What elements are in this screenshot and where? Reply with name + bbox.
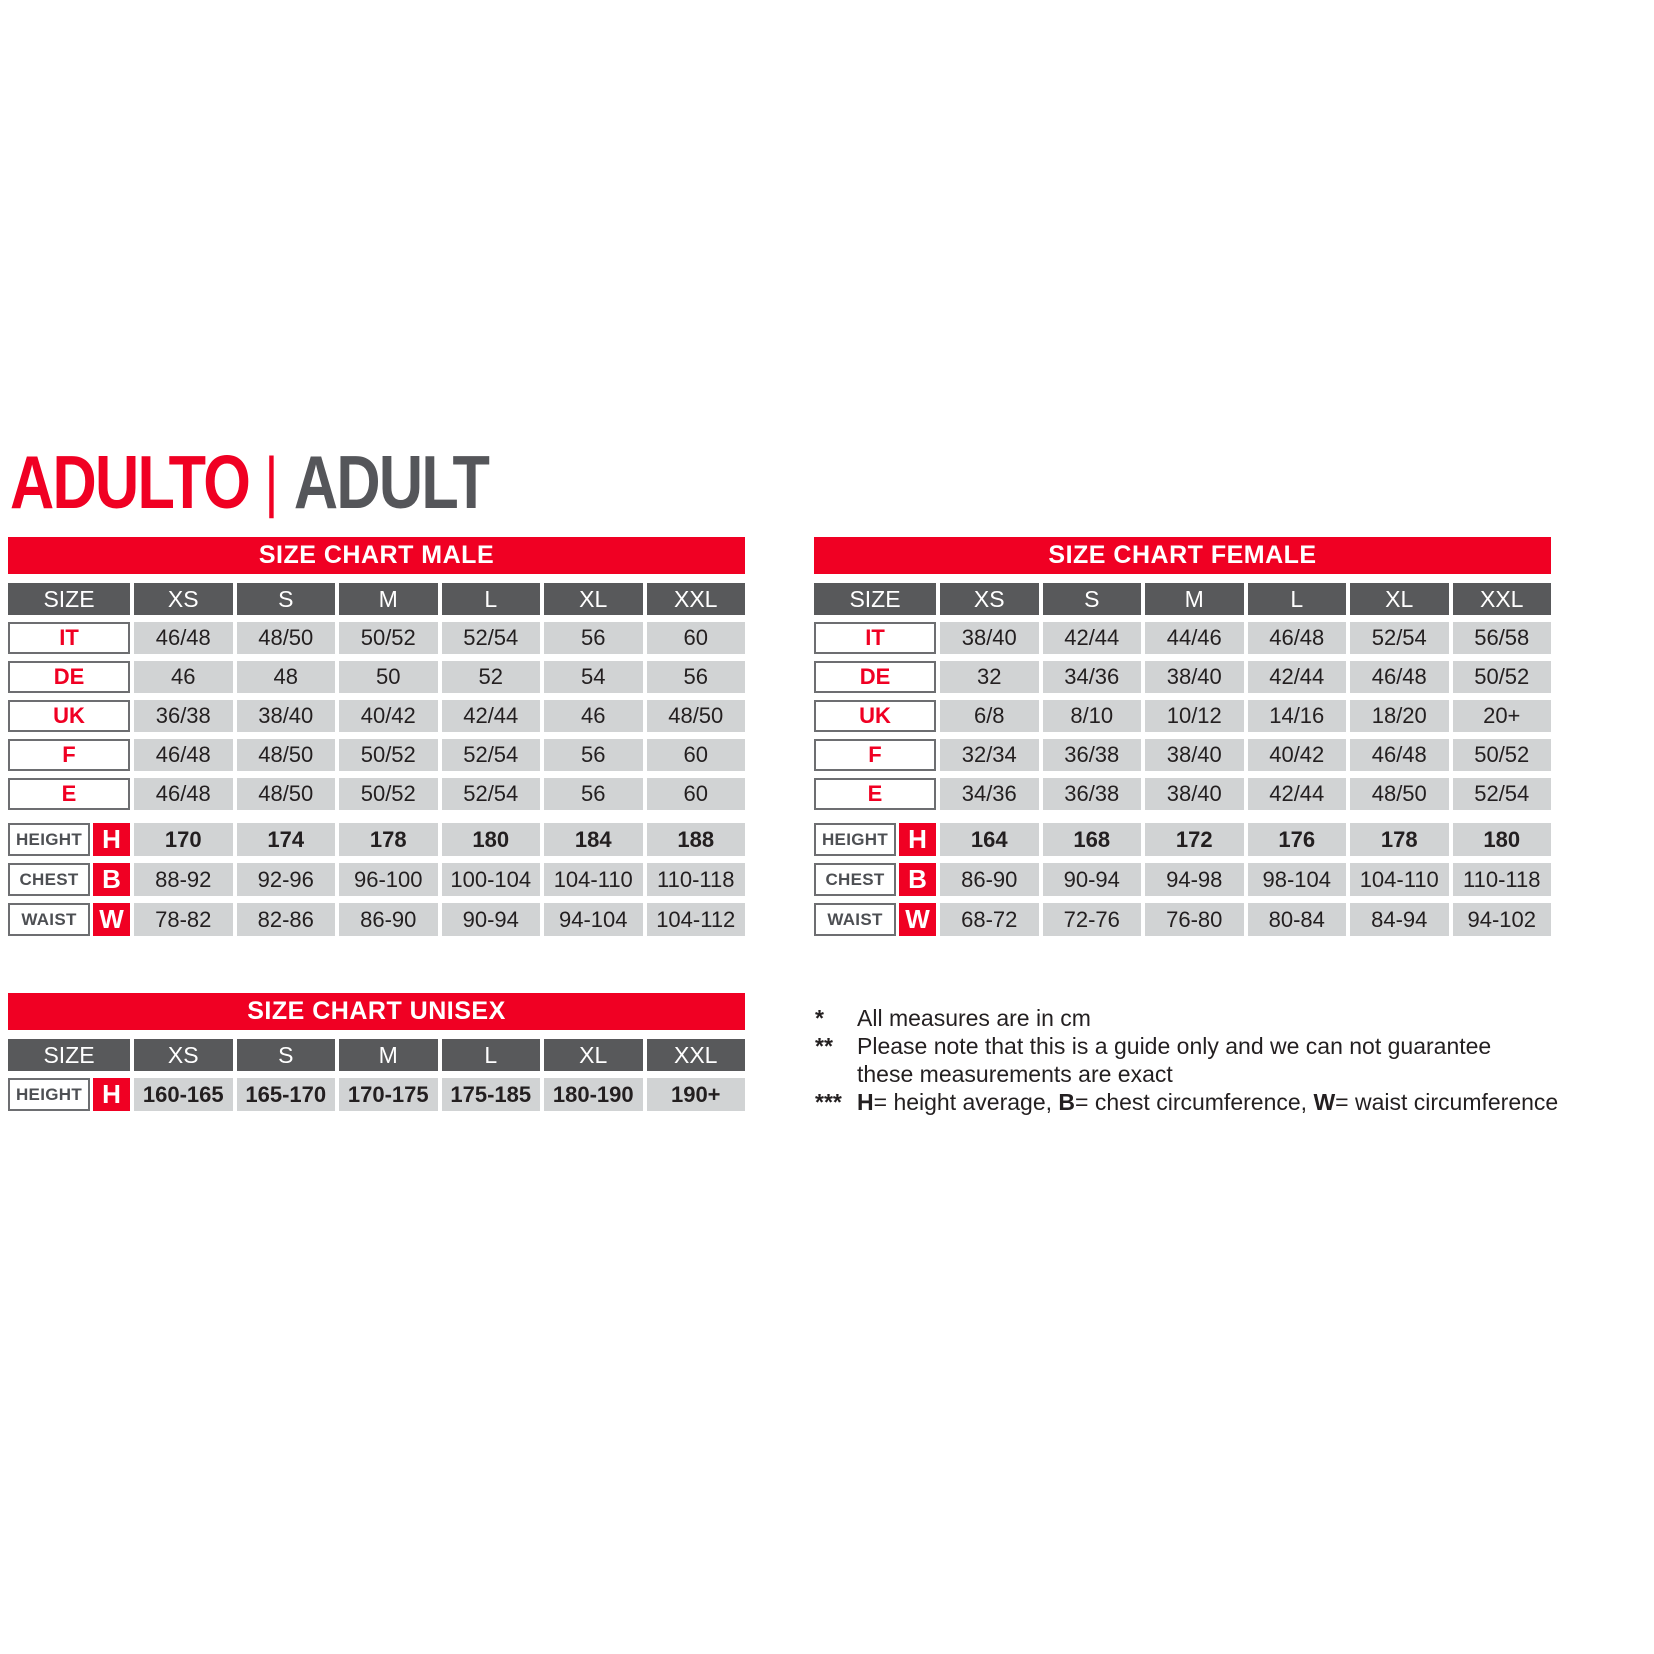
size-column-header: SIZE: [814, 583, 936, 615]
measure-cell-chest-s: 92-96: [237, 863, 336, 896]
size-cell-e-xs: 46/48: [134, 778, 233, 810]
size-cell-it-xl: 52/54: [1350, 622, 1449, 654]
size-cell-de-xl: 46/48: [1350, 661, 1449, 693]
size-cell-de-xs: 32: [940, 661, 1039, 693]
measure-row-label-waist: [8, 903, 130, 936]
column-header-m: M: [1145, 583, 1244, 615]
size-cell-uk-m: 40/42: [339, 700, 438, 732]
measure-label-height: HEIGHT: [8, 823, 90, 856]
footnote-1-marker: *: [815, 1005, 824, 1031]
size-cell-de-m: 50: [339, 661, 438, 693]
row-label-uk: UK: [8, 700, 130, 732]
size-cell-e-xs: 34/36: [940, 778, 1039, 810]
measure-cell-waist-s: 72-76: [1043, 903, 1142, 936]
row-label-f: F: [8, 739, 130, 771]
size-cell-uk-l: 42/44: [442, 700, 541, 732]
measure-cell-height-xs: 170: [134, 823, 233, 856]
size-cell-it-s: 42/44: [1043, 622, 1142, 654]
measure-cell-waist-m: 76-80: [1145, 903, 1244, 936]
row-label-de: DE: [8, 661, 130, 693]
measure-row-label-waist: [814, 903, 936, 936]
page-title-primary: ADULTO: [10, 441, 250, 525]
size-cell-f-xl: 56: [544, 739, 643, 771]
measure-cell-height-xl: 184: [544, 823, 643, 856]
measure-cell-height-s: 174: [237, 823, 336, 856]
row-label-de: DE: [814, 661, 936, 693]
measure-cell-waist-m: 86-90: [339, 903, 438, 936]
size-cell-uk-m: 10/12: [1145, 700, 1244, 732]
size-chart-unisex-measure-grid: [8, 1078, 745, 1111]
measure-cell-waist-xxl: 94-102: [1453, 903, 1552, 936]
size-cell-e-l: 52/54: [442, 778, 541, 810]
size-cell-uk-xxl: 48/50: [647, 700, 746, 732]
measure-cell-height-xs: 164: [940, 823, 1039, 856]
column-header-xs: XS: [940, 583, 1039, 615]
measure-letter-b: B: [93, 863, 130, 896]
measure-cell-height-s: 165-170: [237, 1078, 336, 1111]
size-cell-f-m: 38/40: [1145, 739, 1244, 771]
measure-label-waist: WAIST: [814, 903, 896, 936]
size-cell-e-xxl: 60: [647, 778, 746, 810]
size-cell-uk-xs: 6/8: [940, 700, 1039, 732]
size-cell-uk-xl: 18/20: [1350, 700, 1449, 732]
measure-cell-waist-s: 82-86: [237, 903, 336, 936]
column-header-m: M: [339, 1039, 438, 1071]
measure-row-label-chest: [8, 863, 130, 896]
measure-letter-w: W: [899, 903, 936, 936]
size-column-header: SIZE: [8, 1039, 130, 1071]
size-chart-unisex-size-grid: [8, 1039, 745, 1071]
size-chart-female-table: [814, 537, 1551, 936]
size-cell-e-s: 36/38: [1043, 778, 1142, 810]
footnote-3-bold-w: W: [1313, 1089, 1336, 1115]
measure-cell-chest-l: 100-104: [442, 863, 541, 896]
size-cell-f-xxl: 50/52: [1453, 739, 1552, 771]
measure-cell-height-m: 178: [339, 823, 438, 856]
size-chart-female-title: SIZE CHART FEMALE: [814, 537, 1551, 574]
size-cell-uk-xl: 46: [544, 700, 643, 732]
size-chart-male-measure-grid: [8, 823, 745, 936]
measure-letter-h: H: [93, 823, 130, 856]
measure-cell-chest-xl: 104-110: [1350, 863, 1449, 896]
measure-label-height: HEIGHT: [814, 823, 896, 856]
column-header-xxl: XXL: [1453, 583, 1552, 615]
column-header-s: S: [1043, 583, 1142, 615]
measure-row-label-height: [8, 1078, 130, 1111]
size-cell-de-s: 48: [237, 661, 336, 693]
measure-cell-height-s: 168: [1043, 823, 1142, 856]
measure-cell-waist-xs: 68-72: [940, 903, 1039, 936]
measure-label-waist: WAIST: [8, 903, 90, 936]
measure-cell-chest-xs: 86-90: [940, 863, 1039, 896]
size-cell-e-l: 42/44: [1248, 778, 1347, 810]
measure-label-height: HEIGHT: [8, 1078, 90, 1111]
size-cell-de-l: 42/44: [1248, 661, 1347, 693]
size-cell-de-s: 34/36: [1043, 661, 1142, 693]
size-cell-f-l: 40/42: [1248, 739, 1347, 771]
size-cell-de-m: 38/40: [1145, 661, 1244, 693]
size-cell-e-xl: 56: [544, 778, 643, 810]
measure-cell-chest-xxl: 110-118: [1453, 863, 1552, 896]
measure-cell-height-xl: 178: [1350, 823, 1449, 856]
size-cell-it-xs: 46/48: [134, 622, 233, 654]
column-header-xl: XL: [1350, 583, 1449, 615]
measure-row-label-height: [814, 823, 936, 856]
measure-cell-height-xxl: 188: [647, 823, 746, 856]
size-cell-f-s: 48/50: [237, 739, 336, 771]
size-cell-f-m: 50/52: [339, 739, 438, 771]
size-chart-female-size-grid: [814, 583, 1551, 810]
page-title-separator: |: [264, 443, 279, 519]
page-title: [10, 440, 488, 526]
footnote-2-text: [857, 1032, 1585, 1088]
footnote-2-line1: Please note that this is a guide only and we can not guarantee: [857, 1033, 1492, 1059]
footnote-3: [815, 1088, 1585, 1116]
measure-cell-waist-xl: 84-94: [1350, 903, 1449, 936]
measure-cell-chest-xl: 104-110: [544, 863, 643, 896]
column-header-xxl: XXL: [647, 583, 746, 615]
measure-cell-height-xxl: 180: [1453, 823, 1552, 856]
measure-cell-height-xxl: 190+: [647, 1078, 746, 1111]
size-cell-it-xxl: 60: [647, 622, 746, 654]
row-label-it: IT: [814, 622, 936, 654]
footnote-2-marker: **: [815, 1033, 833, 1059]
column-header-l: L: [442, 1039, 541, 1071]
column-header-l: L: [1248, 583, 1347, 615]
measure-cell-chest-l: 98-104: [1248, 863, 1347, 896]
size-cell-it-l: 52/54: [442, 622, 541, 654]
size-cell-f-xs: 46/48: [134, 739, 233, 771]
size-cell-it-l: 46/48: [1248, 622, 1347, 654]
row-label-uk: UK: [814, 700, 936, 732]
measure-letter-h: H: [93, 1078, 130, 1111]
size-cell-f-xxl: 60: [647, 739, 746, 771]
measure-row-label-height: [8, 823, 130, 856]
page-title-secondary: ADULT: [293, 441, 489, 525]
column-header-s: S: [237, 1039, 336, 1071]
footnote-3-text-2: = chest circumference,: [1075, 1089, 1314, 1115]
size-cell-uk-s: 38/40: [237, 700, 336, 732]
size-chart-unisex-table: [8, 993, 745, 1111]
measure-cell-chest-s: 90-94: [1043, 863, 1142, 896]
size-cell-e-m: 38/40: [1145, 778, 1244, 810]
size-chart-male-size-grid: [8, 583, 745, 810]
measure-label-chest: CHEST: [814, 863, 896, 896]
row-label-it: IT: [8, 622, 130, 654]
column-header-xl: XL: [544, 1039, 643, 1071]
footnote-3-text: [857, 1088, 1585, 1116]
size-cell-uk-xs: 36/38: [134, 700, 233, 732]
size-cell-it-m: 50/52: [339, 622, 438, 654]
measure-cell-chest-xxl: 110-118: [647, 863, 746, 896]
measure-cell-height-xl: 180-190: [544, 1078, 643, 1111]
size-cell-it-xl: 56: [544, 622, 643, 654]
column-header-s: S: [237, 583, 336, 615]
column-header-xxl: XXL: [647, 1039, 746, 1071]
footnote-2: [815, 1032, 1585, 1088]
size-cell-de-xl: 54: [544, 661, 643, 693]
footnote-2-line2: these measurements are exact: [857, 1061, 1173, 1087]
size-cell-de-l: 52: [442, 661, 541, 693]
row-label-e: E: [8, 778, 130, 810]
footnote-1: [815, 1004, 1585, 1032]
footnote-3-marker: ***: [815, 1089, 842, 1115]
size-cell-uk-s: 8/10: [1043, 700, 1142, 732]
size-cell-f-l: 52/54: [442, 739, 541, 771]
footnote-1-text: All measures are in cm: [857, 1005, 1091, 1031]
measure-cell-waist-xxl: 104-112: [647, 903, 746, 936]
size-cell-e-xxl: 52/54: [1453, 778, 1552, 810]
size-cell-uk-l: 14/16: [1248, 700, 1347, 732]
measure-cell-chest-m: 96-100: [339, 863, 438, 896]
measure-cell-height-xs: 160-165: [134, 1078, 233, 1111]
size-chart-female-measure-grid: [814, 823, 1551, 936]
size-cell-de-xxl: 50/52: [1453, 661, 1552, 693]
size-cell-e-s: 48/50: [237, 778, 336, 810]
size-cell-de-xs: 46: [134, 661, 233, 693]
size-cell-it-s: 48/50: [237, 622, 336, 654]
size-chart-male-title: SIZE CHART MALE: [8, 537, 745, 574]
size-chart-male-table: [8, 537, 745, 936]
footnote-3-text-3: = waist circumference: [1335, 1089, 1559, 1115]
size-cell-f-s: 36/38: [1043, 739, 1142, 771]
size-chart-unisex-title: SIZE CHART UNISEX: [8, 993, 745, 1030]
measure-letter-w: W: [93, 903, 130, 936]
row-label-f: F: [814, 739, 936, 771]
size-cell-de-xxl: 56: [647, 661, 746, 693]
measure-label-chest: CHEST: [8, 863, 90, 896]
size-cell-it-m: 44/46: [1145, 622, 1244, 654]
row-label-e: E: [814, 778, 936, 810]
measure-cell-height-m: 170-175: [339, 1078, 438, 1111]
size-cell-e-xl: 48/50: [1350, 778, 1449, 810]
measure-cell-chest-m: 94-98: [1145, 863, 1244, 896]
measure-cell-height-l: 180: [442, 823, 541, 856]
measure-cell-chest-xs: 88-92: [134, 863, 233, 896]
footnote-3-bold-b: B: [1058, 1089, 1076, 1115]
size-cell-f-xs: 32/34: [940, 739, 1039, 771]
column-header-m: M: [339, 583, 438, 615]
measure-cell-waist-l: 80-84: [1248, 903, 1347, 936]
size-cell-f-xl: 46/48: [1350, 739, 1449, 771]
measure-cell-height-m: 172: [1145, 823, 1244, 856]
measure-cell-height-l: 175-185: [442, 1078, 541, 1111]
measure-cell-waist-l: 90-94: [442, 903, 541, 936]
footnote-3-bold-h: H: [857, 1089, 874, 1115]
footnote-3-text-1: = height average,: [873, 1089, 1059, 1115]
measure-cell-waist-xs: 78-82: [134, 903, 233, 936]
size-cell-e-m: 50/52: [339, 778, 438, 810]
measure-row-label-chest: [814, 863, 936, 896]
footnotes: [815, 1004, 1585, 1116]
column-header-xs: XS: [134, 1039, 233, 1071]
size-cell-uk-xxl: 20+: [1453, 700, 1552, 732]
measure-letter-h: H: [899, 823, 936, 856]
column-header-xl: XL: [544, 583, 643, 615]
measure-letter-b: B: [899, 863, 936, 896]
measure-cell-waist-xl: 94-104: [544, 903, 643, 936]
measure-cell-height-l: 176: [1248, 823, 1347, 856]
size-column-header: SIZE: [8, 583, 130, 615]
column-header-xs: XS: [134, 583, 233, 615]
size-cell-it-xxl: 56/58: [1453, 622, 1552, 654]
column-header-l: L: [442, 583, 541, 615]
size-cell-it-xs: 38/40: [940, 622, 1039, 654]
